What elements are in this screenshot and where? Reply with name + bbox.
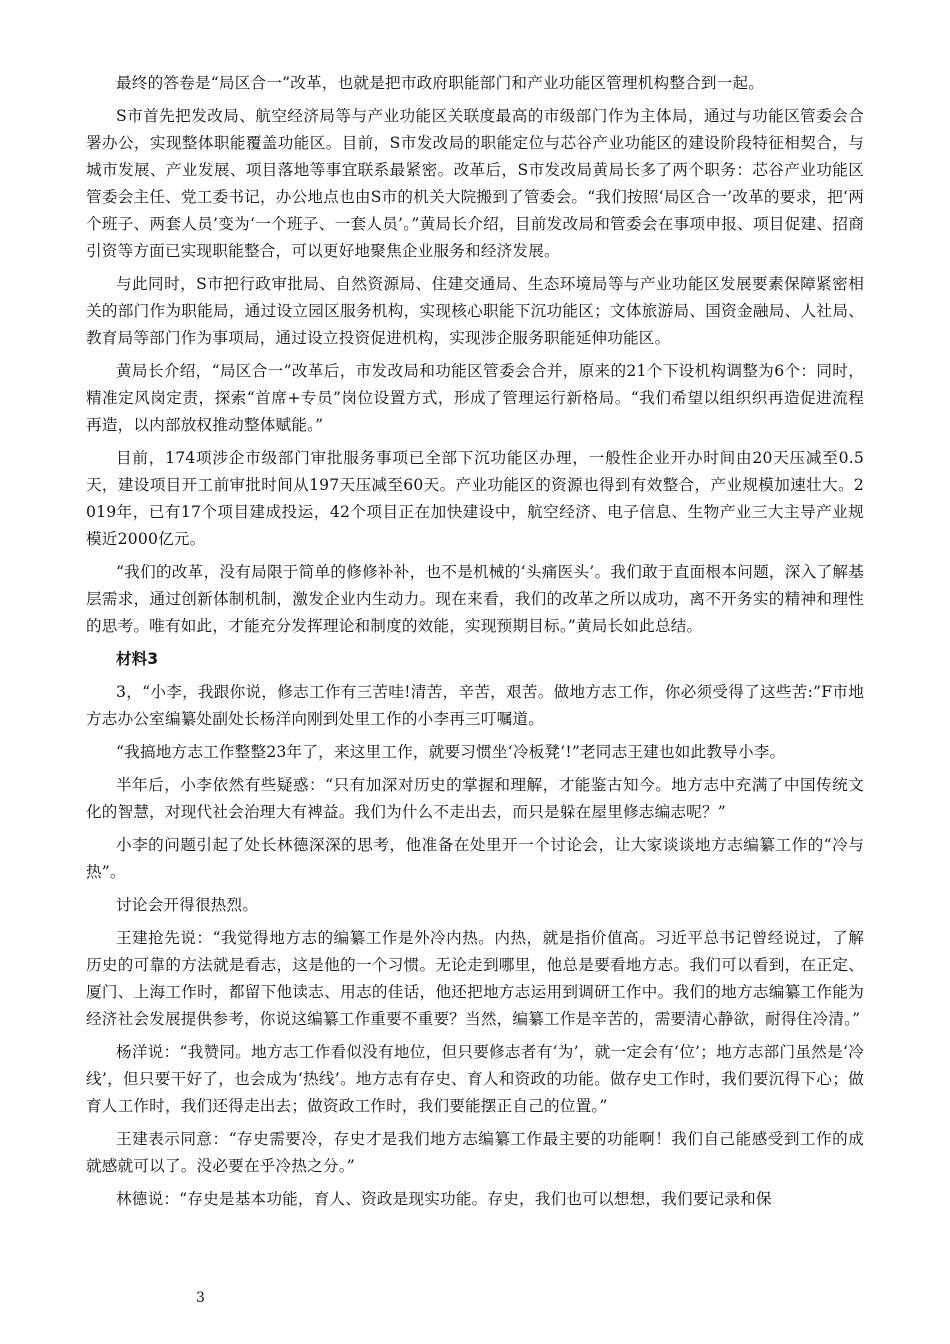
paragraph: “我们的改革，没有局限于简单的修修补补，也不是机械的‘头痛医头’。我们敢于直面根本问题，深入了解基层需求，通过创新体制机制，激发企业内生动力。现在来看，我们的改革之所以成功，离不开务实的精神和理性的思考。唯有如此，才能充分发挥理论和制度的效能，实现预期目标。”黄局长如此总结。 <box>86 563 864 635</box>
paragraph: 林德说：“存史是基本功能，育人、资政是现实功能。存史，我们也可以想想，我们要记录和保 <box>116 1190 772 1208</box>
paragraph: 与此同时，S市把行政审批局、自然资源局、住建交通局、生态环境局等与产业功能区发展要素保障紧密相关的部门作为职能局，通过设立园区服务机构，实现核心职能下沉功能区；文体旅游局、国资金融局、人社局、教育局等部门作为事项局，通过设立投资促进机构，实现涉企服务职能延伸功能区。 <box>86 275 864 347</box>
paragraph: “我搞地方志工作整整23年了，来这里工作，就要习惯坐‘冷板凳’!”老同志王建也如此教导小李。 <box>116 743 786 761</box>
paragraph: 目前，174项涉企市级部门审批服务事项已全部下沉功能区办理，一般性企业开办时间由20天压减至0.5天，建设项目开工前审批时间从197天压减至60天。产业功能区的资源也得到有效整合，产业规模加速壮大。2019年，已有17个项目建成投运，42个项目正在加快建设中，航空经济、电子信息、生物产业三大主导产业规模近2000亿元。 <box>86 449 864 548</box>
section-heading: 材料3 <box>116 650 159 668</box>
paragraph: S市首先把发改局、航空经济局等与产业功能区关联度最高的市级部门作为主体局，通过与功能区管委会合署办公，实现整体职能覆盖功能区。目前，S市发改局的职能定位与芯谷产业功能区的建设阶段特征相契合，与城市发展、产业发展、项目落地等事宜联系最紧密。改革后，S市发改局黄局长多了两个职务：芯谷产业功能区管委会主任、党工委书记，办公地点也由S市的机关大院搬到了管委会。“我们按照‘局区合一’改革的要求，把‘两个班子、两套人员’变为‘一个班子、一套人员’。”黄局长介绍，目前发改局和管委会在事项申报、项目促建、招商引资等方面已实现职能整合，可以更好地聚焦企业服务和经济发展。 <box>86 107 864 260</box>
paragraph: 3，“小李，我跟你说，修志工作有三苦哇!清苦，辛苦，艰苦。做地方志工作，你必须受得了这些苦:”F市地方志办公室编纂处副处长杨洋向刚到处里工作的小李再三叮嘱道。 <box>86 683 864 728</box>
paragraph: 讨论会开得很热烈。 <box>116 896 259 914</box>
paragraph: 王建抢先说：“我觉得地方志的编纂工作是外冷内热。内热，就是指价值高。习近平总书记曾经说过，了解历史的可靠的方法就是看志，这是他的一个习惯。无论走到哪里，他总是要看地方志。我们可以看到，在正定、厦门、上海工作时，都留下他读志、用志的佳话，他还把地方志运用到调研工作中。我们的地方志编纂工作能为经济社会发展提供参考，你说这编纂工作重要不重要？当然，编纂工作是辛苦的，需要清心静欲，耐得住冷清。” <box>86 929 864 1028</box>
paragraph: 杨洋说：“我赞同。地方志工作看似没有地位，但只要修志者有‘为’，就一定会有‘位’；地方志部门虽然是‘冷线’，但只要干好了，也会成为‘热线’。地方志有存史、育人和资政的功能。做存史工作时，我们要沉得下心；做育人工作时，我们还得走出去；做资政工作时，我们要能摆正自己的位置。” <box>86 1043 864 1115</box>
document-body <box>86 70 864 1219</box>
paragraph: 黄局长介绍，“局区合一”改革后，市发改局和功能区管委会合并，原来的21个下设机构调整为6个：同时，精准定风岗定责，探索“首席+专员”岗位设置方式，形成了管理运行新格局。“我们希望以组织织再造促进流程再造，以内部放权推动整体赋能。” <box>86 362 864 434</box>
paragraph: 小李的问题引起了处长林德深深的思考，他准备在处里开一个讨论会，让大家谈谈地方志编纂工作的“冷与热”。 <box>86 836 864 881</box>
page-number: 3 <box>196 1290 205 1306</box>
paragraph: 王建表示同意：“存史需要冷，存史才是我们地方志编纂工作最主要的功能啊！我们自己能感受到工作的成就感就可以了。没必要在乎冷热之分。” <box>86 1130 864 1175</box>
paragraph: 最终的答卷是“局区合一”改革，也就是把市政府职能部门和产业功能区管理机构整合到一起。 <box>116 74 765 92</box>
paragraph: 半年后，小李依然有些疑惑：“只有加深对历史的掌握和理解，才能鉴古知今。地方志中充满了中国传统文化的智慧，对现代社会治理大有裨益。我们为什么不走出去，而只是躲在屋里修志编志呢？” <box>86 776 864 821</box>
